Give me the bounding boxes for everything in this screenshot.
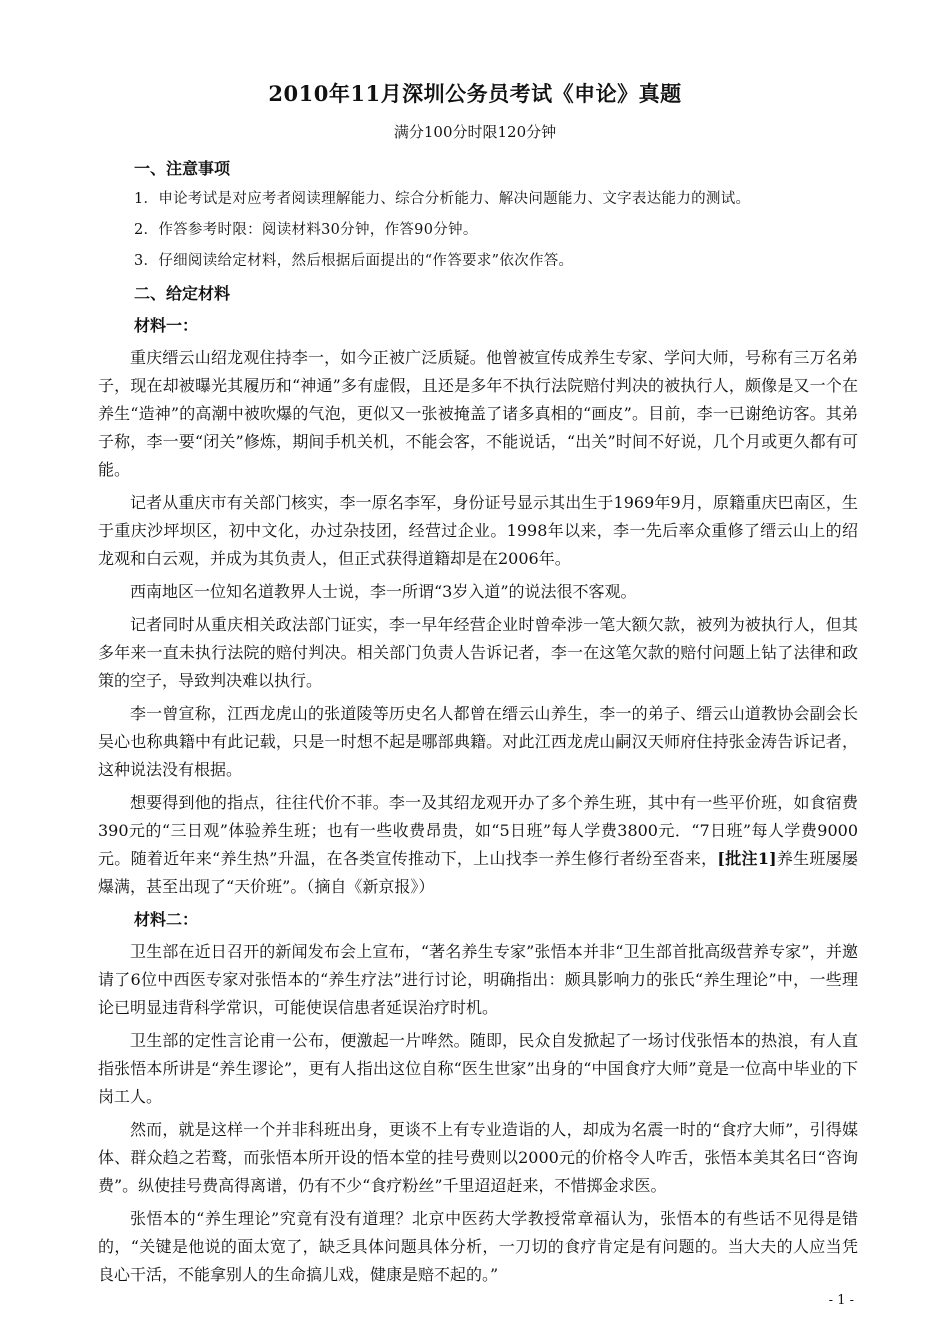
section-heading-notes: 一、注意事项 <box>134 159 231 178</box>
material-paragraph: 西南地区一位知名道教界人士说，李一所谓“3岁入道”的说法很不客观。 <box>130 582 637 601</box>
material-paragraph: 卫生部的定性言论甫一公布，便激起一片哗然。随即，民众自发掀起了一场讨伐张悟本的热浪，有人直指张悟本所讲是“养生谬论”，更有人指出这位自称“医生世家”出身的“中国食疗大师”竟是一位高中毕业的下岗工人。 <box>98 1031 858 1106</box>
paragraph-text-before: 想要得到他的指点，往往代价不菲。李一及其绍龙观开办了多个养生班，其中有一些平价班，如食宿费390元的“三日观”体验养生班；也有一些收费昂贵，如“5日班”每人学费3800元．“7日班”每人学费9000元。随着近年来“养生热”升温，在各类宣传推动下，上山找李一养生修行者纷至沓来， <box>98 793 858 868</box>
material-paragraph: 然而，就是这样一个并非科班出身，更谈不上有专业造诣的人，却成为名震一时的“食疗大师”，引得媒体、群众趋之若鹜，而张悟本所开设的悟本堂的挂号费则以2000元的价格令人咋舌，张悟本美其名曰“咨询费”。纵使挂号费高得离谱，仍有不少“食疗粉丝”千里迢迢赶来，不惜掷金求医。 <box>98 1120 858 1195</box>
paragraph-text-after: 养生班屡屡爆满，甚至出现了“天价班”。（摘自《新京报》） <box>98 849 858 896</box>
page-number: - 1 - <box>828 1293 854 1308</box>
material-paragraph: 记者从重庆市有关部门核实，李一原名李军，身份证号显示其出生于1969年9月，原籍重庆巴南区，生于重庆沙坪坝区，初中文化，办过杂技团，经营过企业。1998年以来，李一先后率众重修了缙云山上的绍龙观和白云观，并成为其负责人，但正式获得道籍却是在2006年。 <box>98 493 858 568</box>
document-body <box>98 155 858 1289</box>
note-item: 2．作答参考时限：阅读材料30分钟，作答90分钟。 <box>134 222 478 238</box>
material-paragraph: 卫生部在近日召开的新闻发布会上宣布，“著名养生专家”张悟本并非“卫生部首批高级营养专家”，并邀请了6位中西医专家对张悟本的“养生疗法”进行讨论，明确指出：颇具影响力的张氏“养生理论”中，一些理论已明显违背科学常识，可能使误信患者延误治疗时机。 <box>98 942 858 1017</box>
material-paragraph: 记者同时从重庆相关政法部门证实，李一早年经营企业时曾牵涉一笔大额欠款，被列为被执行人，但其多年来一直未执行法院的赔付判决。相关部门负责人告诉记者，李一在这笔欠款的赔付问题上钻了法律和政策的空子，导致判决难以执行。 <box>98 615 858 690</box>
material-paragraph: 张悟本的“养生理论”究竟有没有道理？北京中医药大学教授常章福认为，张悟本的有些话不见得是错的，“关键是他说的面太宽了，缺乏具体问题具体分析，一刀切的食疗肯定是有问题的。当大夫的人应当凭良心干活，不能拿别人的生命搞儿戏，健康是赔不起的。” <box>98 1209 858 1284</box>
material-paragraph: 李一曾宣称，江西龙虎山的张道陵等历史名人都曾在缙云山养生，李一的弟子、缙云山道教协会副会长吴心也称典籍中有此记载，只是一时想不起是哪部典籍。对此江西龙虎山嗣汉天师府住持张金涛告诉记者，这种说法没有根据。 <box>98 704 858 779</box>
section-heading-materials: 二、给定材料 <box>134 284 231 303</box>
material-two-title: 材料二： <box>134 910 199 929</box>
page-subtitle: 满分100分时限120分钟 <box>393 123 557 141</box>
material-one-title: 材料一： <box>134 316 199 335</box>
material-paragraph-annotated <box>98 789 858 901</box>
material-paragraph: 重庆缙云山绍龙观住持李一，如今正被广泛质疑。他曾被宣传成养生专家、学问大师，号称有三万名弟子，现在却被曝光其履历和“神通”多有虚假，且还是多年不执行法院赔付判决的被执行人，颇像是又一个在养生“造神”的高潮中被吹爆的气泡，更似又一张被掩盖了诸多真相的“画皮”。目前，李一已谢绝访客。其弟子称，李一要“闭关”修炼，期间手机关机，不能会客，不能说话，“出关”时间不好说，几个月或更久都有可能。 <box>98 348 858 479</box>
page-title: 2010年11月深圳公务员考试《申论》真题 <box>268 81 682 106</box>
annotation-marker: [批注1] <box>717 849 777 868</box>
note-item: 3．仔细阅读给定材料，然后根据后面提出的“作答要求”依次作答。 <box>134 253 574 269</box>
note-item: 1．申论考试是对应考者阅读理解能力、综合分析能力、解决问题能力、文字表达能力的测试。 <box>134 191 751 207</box>
